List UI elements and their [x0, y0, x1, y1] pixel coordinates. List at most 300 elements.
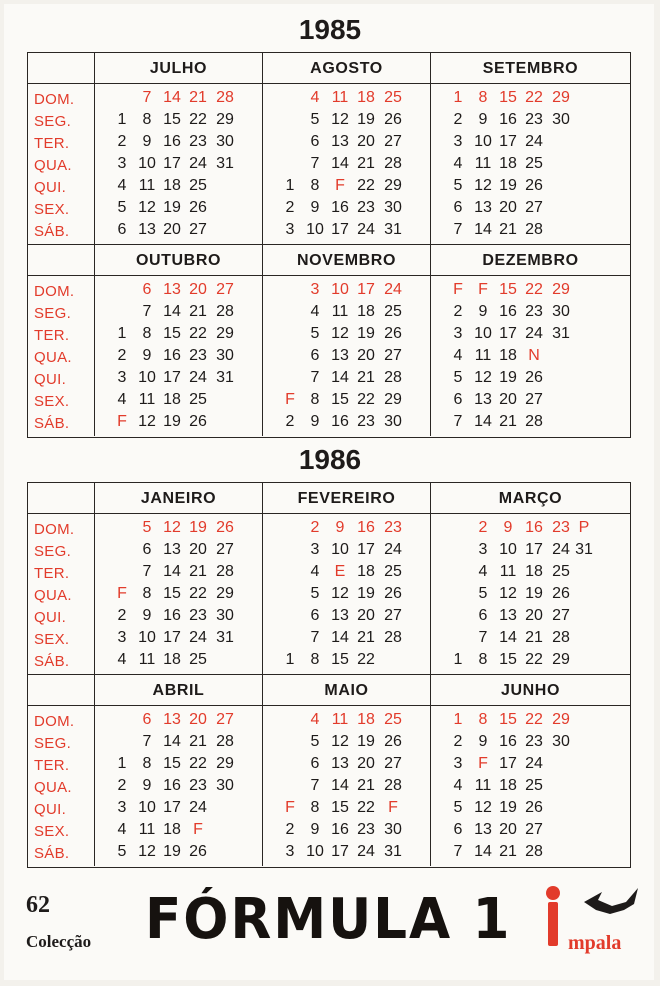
month-agosto: [263, 53, 431, 244]
day-cell: 15: [331, 391, 349, 408]
day-cell: 6: [117, 221, 127, 238]
impala-logo-text: mpala: [568, 932, 622, 954]
day-cell: 21: [189, 563, 207, 580]
day-cell: 23: [552, 519, 570, 536]
day-cell: 5: [310, 733, 320, 750]
day-cell: 4: [310, 711, 320, 728]
day-cell: 15: [499, 89, 517, 106]
day-cell: 1: [117, 755, 127, 772]
weekday-label: QUA.: [34, 587, 72, 604]
day-cell: 12: [331, 325, 349, 342]
weekday-label: DOM.: [34, 283, 75, 300]
day-cell: 24: [357, 221, 375, 238]
day-cell: 18: [499, 155, 517, 172]
day-cell: 29: [216, 325, 234, 342]
day-cell: 9: [142, 133, 152, 150]
day-cell: 17: [357, 541, 375, 558]
day-cell: 21: [499, 221, 517, 238]
day-cell: 6: [142, 541, 152, 558]
day-cell: 5: [453, 369, 463, 386]
day-cell: 2: [310, 519, 320, 536]
day-cell: 13: [331, 607, 349, 624]
day-cell: F: [285, 799, 295, 816]
day-cell: 7: [453, 843, 463, 860]
day-cell: 17: [499, 133, 517, 150]
day-cell: 7: [142, 89, 152, 106]
day-cell: 21: [357, 777, 375, 794]
day-cell: F: [388, 799, 398, 816]
day-cell: 4: [310, 89, 320, 106]
day-cell: 3: [285, 843, 295, 860]
weekday-label: QUA.: [34, 779, 72, 796]
day-cell: 1: [453, 89, 463, 106]
day-cell: 15: [331, 799, 349, 816]
day-cell: 12: [163, 519, 181, 536]
day-cell: 28: [525, 221, 543, 238]
day-cell: 11: [474, 155, 492, 172]
day-cell: 7: [310, 369, 320, 386]
day-cell: 16: [499, 111, 517, 128]
day-cell: 23: [189, 347, 207, 364]
day-cell: 24: [189, 629, 207, 646]
day-cell: 3: [117, 369, 127, 386]
day-cell: 16: [331, 199, 349, 216]
weekday-label: SEX.: [34, 631, 70, 648]
day-cell: 21: [357, 629, 375, 646]
day-cell: 17: [163, 799, 181, 816]
day-cell: 9: [142, 347, 152, 364]
day-cell: 25: [384, 563, 402, 580]
day-cell: 15: [163, 585, 181, 602]
day-cell: 25: [525, 777, 543, 794]
day-cell: 6: [142, 711, 152, 728]
brand-title: FÓRMULA 1: [145, 887, 512, 952]
month-março: [431, 483, 630, 674]
day-cell: 17: [525, 541, 543, 558]
day-cell: 20: [499, 391, 517, 408]
day-cell: 26: [525, 799, 543, 816]
day-cell: 19: [357, 585, 375, 602]
month-julho: [95, 53, 263, 244]
day-cell: 18: [357, 89, 375, 106]
day-cell: 19: [499, 799, 517, 816]
day-cell: 18: [499, 777, 517, 794]
day-cell: 14: [331, 369, 349, 386]
day-cell: 25: [189, 651, 207, 668]
day-cell: 31: [216, 155, 234, 172]
day-cell: 31: [216, 369, 234, 386]
day-cell: 24: [525, 755, 543, 772]
day-cell: 16: [331, 821, 349, 838]
day-cell: 1: [453, 651, 463, 668]
day-cell: 18: [357, 303, 375, 320]
day-cell: 14: [331, 629, 349, 646]
day-cell: 29: [384, 177, 402, 194]
quarter-row: [28, 483, 630, 674]
day-cell: 3: [453, 755, 463, 772]
day-cell: 23: [357, 199, 375, 216]
day-cell: 19: [163, 199, 181, 216]
day-cell: 30: [216, 347, 234, 364]
day-cell: 10: [306, 221, 324, 238]
day-cell: 24: [189, 799, 207, 816]
weekday-label: QUI.: [34, 371, 67, 388]
day-cell: 23: [525, 111, 543, 128]
day-cell: 29: [552, 281, 570, 298]
day-cell: 22: [525, 711, 543, 728]
day-cell: 23: [525, 303, 543, 320]
day-cell: 27: [216, 711, 234, 728]
day-cell: 19: [499, 369, 517, 386]
weekday-label: TER.: [34, 327, 70, 344]
weekday-label: QUI.: [34, 801, 67, 818]
day-cell: 3: [453, 133, 463, 150]
day-cell: 20: [499, 199, 517, 216]
day-cell: 2: [453, 733, 463, 750]
day-cell: 10: [331, 541, 349, 558]
day-cell: 22: [189, 585, 207, 602]
day-cell: 23: [357, 413, 375, 430]
day-cell: 28: [384, 369, 402, 386]
day-cell: 25: [189, 391, 207, 408]
day-cell: 15: [499, 711, 517, 728]
day-cell: 30: [384, 199, 402, 216]
day-cell: 2: [285, 199, 295, 216]
day-cell: 27: [525, 821, 543, 838]
day-cell: 15: [499, 281, 517, 298]
day-cell: 3: [310, 281, 320, 298]
day-cell: 29: [384, 391, 402, 408]
day-cell: 26: [384, 111, 402, 128]
day-cell: 5: [310, 585, 320, 602]
day-cell: 9: [310, 821, 320, 838]
weekday-label: SEG.: [34, 113, 72, 130]
day-cell: 10: [306, 843, 324, 860]
card-number: 62: [26, 892, 50, 918]
day-cell: N: [528, 347, 540, 364]
day-cell: 29: [216, 755, 234, 772]
day-cell: 8: [478, 651, 488, 668]
day-cell: 6: [310, 133, 320, 150]
day-cell: 18: [163, 177, 181, 194]
day-cell: 28: [525, 413, 543, 430]
day-cell: 3: [117, 799, 127, 816]
day-cell: 30: [384, 413, 402, 430]
day-cell: 15: [499, 651, 517, 668]
month-maio: [263, 675, 431, 866]
weekday-label: DOM.: [34, 713, 75, 730]
day-cell: 7: [478, 629, 488, 646]
day-cell: 27: [384, 347, 402, 364]
day-cell: 7: [310, 629, 320, 646]
weekday-label: QUI.: [34, 179, 67, 196]
day-cell: 17: [331, 843, 349, 860]
day-cell: P: [578, 519, 590, 536]
day-cell: 25: [189, 177, 207, 194]
quarter-row: [28, 244, 630, 436]
month-name: AGOSTO: [263, 53, 430, 84]
day-cell: 5: [117, 843, 127, 860]
day-cell: 24: [189, 155, 207, 172]
day-cell: 11: [331, 711, 349, 728]
day-cell: 2: [117, 607, 127, 624]
day-cell: 15: [163, 755, 181, 772]
day-cell: 20: [357, 607, 375, 624]
day-cell: 19: [189, 519, 207, 536]
day-cell: 5: [478, 585, 488, 602]
day-cell: 4: [453, 347, 463, 364]
weekday-column: [28, 483, 95, 674]
day-cell: 13: [163, 281, 181, 298]
day-cell: 14: [474, 413, 492, 430]
year-title-1985: 1985: [298, 14, 362, 45]
day-cell: 20: [499, 821, 517, 838]
day-cell: F: [453, 281, 463, 298]
weekday-label: SEG.: [34, 735, 72, 752]
day-cell: 24: [552, 541, 570, 558]
day-cell: 11: [499, 563, 517, 580]
day-cell: 8: [142, 111, 152, 128]
day-cell: 22: [357, 177, 375, 194]
day-cell: 1: [117, 325, 127, 342]
day-cell: 19: [357, 325, 375, 342]
day-cell: 18: [499, 347, 517, 364]
day-cell: 1: [285, 177, 295, 194]
day-cell: 21: [357, 155, 375, 172]
day-cell: 9: [478, 733, 488, 750]
day-cell: 10: [331, 281, 349, 298]
day-cell: 1: [117, 111, 127, 128]
day-cell: 18: [163, 651, 181, 668]
day-cell: 22: [357, 391, 375, 408]
day-cell: 10: [499, 541, 517, 558]
day-cell: 2: [117, 777, 127, 794]
day-cell: 5: [453, 177, 463, 194]
day-cell: 4: [117, 821, 127, 838]
weekday-label: TER.: [34, 565, 70, 582]
day-cell: 10: [138, 629, 156, 646]
day-cell: F: [335, 177, 345, 194]
month-abril: [95, 675, 263, 866]
calendar-1986: [27, 482, 631, 868]
day-cell: 3: [453, 325, 463, 342]
day-cell: 22: [189, 325, 207, 342]
day-cell: 16: [499, 303, 517, 320]
day-cell: 22: [525, 651, 543, 668]
day-cell: 8: [310, 651, 320, 668]
weekday-label: QUI.: [34, 609, 67, 626]
collection-label: Colecção: [26, 932, 92, 951]
day-cell: 20: [357, 755, 375, 772]
day-cell: 31: [575, 541, 593, 558]
day-cell: 19: [357, 733, 375, 750]
day-cell: 26: [189, 413, 207, 430]
day-cell: 17: [499, 755, 517, 772]
day-cell: 8: [142, 755, 152, 772]
day-cell: 13: [331, 133, 349, 150]
day-cell: 17: [331, 221, 349, 238]
day-cell: 13: [331, 347, 349, 364]
month-outubro: [95, 245, 263, 436]
day-cell: 7: [453, 221, 463, 238]
day-cell: 24: [384, 541, 402, 558]
day-cell: 20: [189, 711, 207, 728]
day-cell: 4: [117, 651, 127, 668]
day-cell: 27: [384, 133, 402, 150]
month-name: SETEMBRO: [431, 53, 630, 84]
day-cell: 21: [499, 843, 517, 860]
day-cell: F: [193, 821, 203, 838]
day-cell: 7: [142, 733, 152, 750]
day-cell: 22: [189, 755, 207, 772]
month-fevereiro: [263, 483, 431, 674]
day-cell: 26: [552, 585, 570, 602]
day-cell: 4: [310, 303, 320, 320]
day-cell: 27: [384, 755, 402, 772]
day-cell: 25: [525, 155, 543, 172]
month-name: OUTUBRO: [95, 245, 262, 276]
day-cell: 14: [163, 89, 181, 106]
day-cell: 2: [285, 413, 295, 430]
day-cell: 30: [216, 777, 234, 794]
day-cell: 11: [474, 777, 492, 794]
day-cell: 6: [453, 821, 463, 838]
day-cell: 29: [552, 711, 570, 728]
day-cell: 18: [163, 821, 181, 838]
weekday-column: [28, 675, 95, 866]
day-cell: 27: [384, 607, 402, 624]
weekday-label: QUA.: [34, 157, 72, 174]
day-cell: 31: [552, 325, 570, 342]
day-cell: 15: [331, 651, 349, 668]
day-cell: 24: [525, 133, 543, 150]
day-cell: 9: [478, 303, 488, 320]
day-cell: 12: [474, 369, 492, 386]
year-title-1986: 1986: [298, 444, 362, 475]
day-cell: 27: [216, 281, 234, 298]
day-cell: 5: [310, 111, 320, 128]
day-cell: 11: [331, 89, 349, 106]
day-cell: 12: [474, 177, 492, 194]
day-cell: 14: [163, 303, 181, 320]
day-cell: 17: [163, 369, 181, 386]
day-cell: 29: [552, 651, 570, 668]
day-cell: 26: [525, 177, 543, 194]
day-cell: 13: [499, 607, 517, 624]
day-cell: 18: [525, 563, 543, 580]
day-cell: 19: [163, 843, 181, 860]
day-cell: 31: [384, 843, 402, 860]
day-cell: 21: [189, 733, 207, 750]
day-cell: 3: [310, 541, 320, 558]
day-cell: 14: [474, 221, 492, 238]
day-cell: 16: [163, 607, 181, 624]
day-cell: 5: [142, 519, 152, 536]
day-cell: 21: [189, 89, 207, 106]
weekday-label: SEX.: [34, 201, 70, 218]
day-cell: 20: [357, 347, 375, 364]
day-cell: 30: [384, 821, 402, 838]
day-cell: 7: [142, 563, 152, 580]
day-cell: F: [117, 413, 127, 430]
day-cell: 22: [525, 89, 543, 106]
day-cell: 4: [453, 777, 463, 794]
day-cell: 8: [142, 325, 152, 342]
day-cell: 13: [331, 755, 349, 772]
day-cell: 20: [189, 541, 207, 558]
weekday-label: SÁB.: [34, 845, 70, 862]
day-cell: 3: [478, 541, 488, 558]
day-cell: 22: [357, 651, 375, 668]
month-name: MAIO: [263, 675, 430, 706]
day-cell: 28: [216, 89, 234, 106]
weekday-label: SEX.: [34, 393, 70, 410]
day-cell: 17: [163, 629, 181, 646]
day-cell: 11: [138, 177, 156, 194]
day-cell: 12: [138, 199, 156, 216]
day-cell: 6: [310, 347, 320, 364]
day-cell: 16: [499, 733, 517, 750]
day-cell: 26: [384, 325, 402, 342]
day-cell: 8: [478, 711, 488, 728]
day-cell: 16: [163, 347, 181, 364]
day-cell: 28: [216, 303, 234, 320]
day-cell: 11: [331, 303, 349, 320]
weekday-column: [28, 245, 95, 436]
day-cell: 23: [189, 133, 207, 150]
weekday-label: QUA.: [34, 349, 72, 366]
day-cell: 27: [525, 199, 543, 216]
day-cell: 30: [216, 607, 234, 624]
day-cell: 27: [552, 607, 570, 624]
day-cell: 8: [310, 391, 320, 408]
day-cell: 12: [331, 585, 349, 602]
day-cell: 14: [163, 563, 181, 580]
day-cell: 23: [525, 733, 543, 750]
day-cell: 14: [331, 155, 349, 172]
day-cell: 30: [552, 111, 570, 128]
day-cell: 9: [310, 199, 320, 216]
quarter-row: [28, 674, 630, 866]
day-cell: 11: [138, 391, 156, 408]
weekday-label: SÁB.: [34, 415, 70, 432]
day-cell: 26: [384, 585, 402, 602]
weekday-label: SÁB.: [34, 223, 70, 240]
day-cell: F: [478, 755, 488, 772]
day-cell: 27: [525, 391, 543, 408]
day-cell: 6: [142, 281, 152, 298]
day-cell: 16: [525, 519, 543, 536]
day-cell: 10: [138, 369, 156, 386]
weekday-label: DOM.: [34, 91, 75, 108]
day-cell: 25: [384, 89, 402, 106]
day-cell: 24: [525, 325, 543, 342]
day-cell: 23: [189, 777, 207, 794]
weekday-label: DOM.: [34, 521, 75, 538]
day-cell: 24: [357, 843, 375, 860]
day-cell: 3: [117, 155, 127, 172]
day-cell: 16: [331, 413, 349, 430]
day-cell: 10: [138, 155, 156, 172]
day-cell: 8: [142, 585, 152, 602]
day-cell: 21: [499, 413, 517, 430]
day-cell: 4: [117, 391, 127, 408]
day-cell: 30: [552, 303, 570, 320]
day-cell: 13: [474, 199, 492, 216]
day-cell: 23: [357, 821, 375, 838]
day-cell: 5: [117, 199, 127, 216]
month-name: JULHO: [95, 53, 262, 84]
